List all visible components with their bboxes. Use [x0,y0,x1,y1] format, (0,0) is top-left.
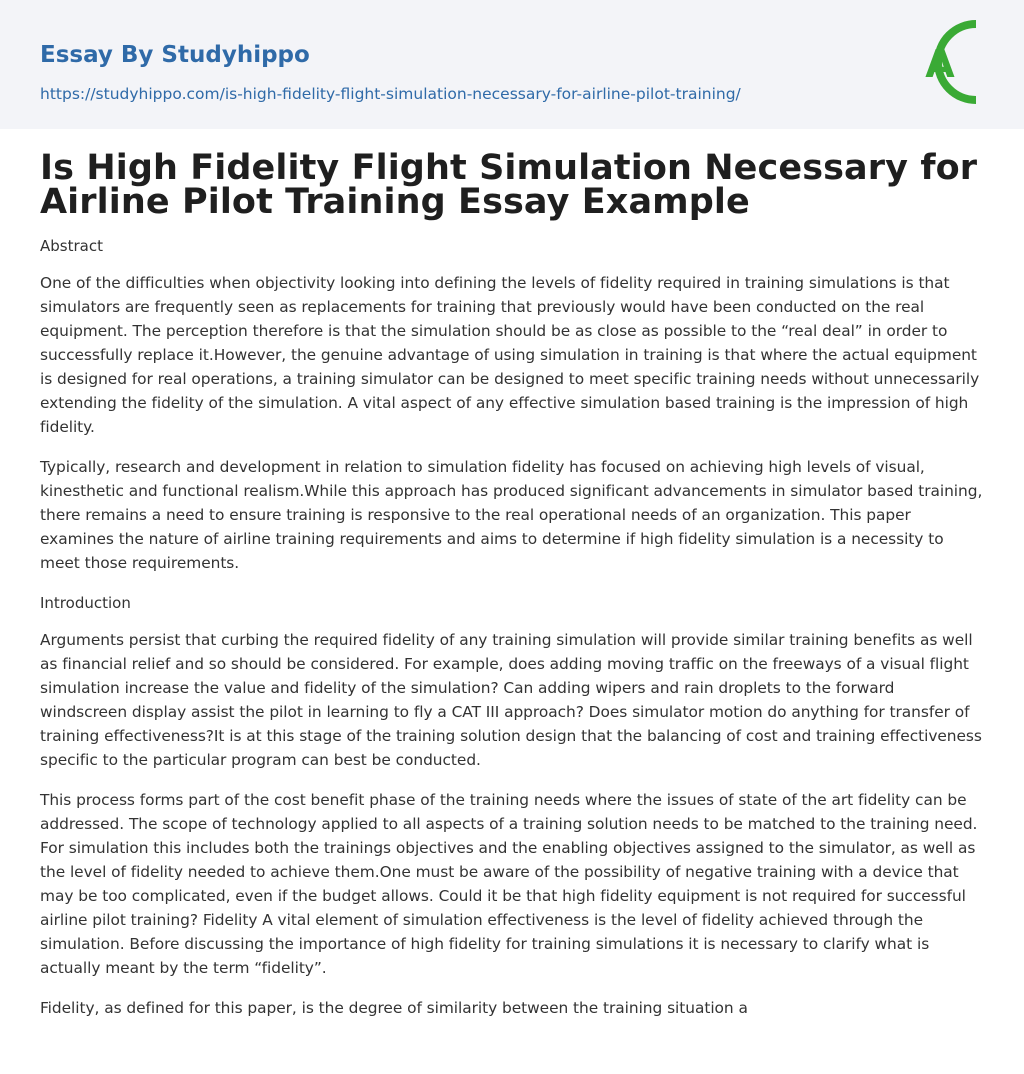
article [0,148,1024,1020]
brand-title[interactable]: Essay By Studyhippo [40,42,310,68]
site-header [0,0,1024,129]
paragraph: Arguments persist that curbing the required fidelity of any training simulation will provide similar training benefits as well as financial relief and so should be considered. For example, does adding moving traffic on the freeways of a visual flight simulation increase the value and fidelity of the simulation? Can adding wipers and rain droplets to the forward windscreen display assist the pilot in learning to fly a CAT III approach? Does simulator motion do anything for transfer of training effectiveness?It is at this stage of the training solution design that the balancing of cost and training effectiveness specific to the particular program can best be conducted. [40,631,982,769]
paragraph: This process forms part of the cost benefit phase of the training needs where the issues of state of the art fidelity can be addressed. The scope of technology applied to all aspects of a training solution needs to be matched to the training need. For simulation this includes both the trainings objectives and the enabling objectives assigned to the simulator, as well as the level of fidelity needed to achieve them.One must be aware of the possibility of negative training with a device that may be too complicated, even if the budget allows. Could it be that high fidelity equipment is not required for successful airline pilot training? Fidelity A vital element of simulation effectiveness is the level of fidelity achieved through the simulation. Before discussing the importance of high fidelity for training simulations it is necessary to clarify what is actually meant by the term “fidelity”. [40,791,978,977]
section-heading-introduction: Introduction [40,594,131,612]
section-heading-abstract: Abstract [40,237,103,255]
studyhippo-logo-icon[interactable] [906,14,988,110]
paragraph: Typically, research and development in relation to simulation fidelity has focused on achieving high levels of visual, kinesthetic and functional realism.While this approach has produced significant advancements in simulator based training, there remains a need to ensure training is responsive to the real operational needs of an organization. This paper examines the nature of airline training requirements and aims to determine if high fidelity simulation is a necessity to meet those requirements. [40,458,983,572]
paragraph: Fidelity, as defined for this paper, is the degree of similarity between the training situation a [40,999,748,1017]
svg-text:A: A [925,42,955,86]
page-url-link[interactable]: https://studyhippo.com/is-high-fidelity-flight-simulation-necessary-for-airline-pilot-training/ [40,85,741,103]
article-title: Is High Fidelity Flight Simulation Necessary for Airline Pilot Training Essay Example [40,148,978,222]
paragraph: One of the difficulties when objectivity looking into defining the levels of fidelity required in training simulations is that simulators are frequently seen as replacements for training that previously would have been conducted on the real equipment. The perception therefore is that the simulation should be as close as possible to the “real deal” in order to successfully replace it.However, the genuine advantage of using simulation in training is that where the actual equipment is designed for real operations, a training simulator can be designed to meet specific training needs without unnecessarily extending the fidelity of the simulation. A vital aspect of any effective simulation based training is the impression of high fidelity. [40,274,980,436]
